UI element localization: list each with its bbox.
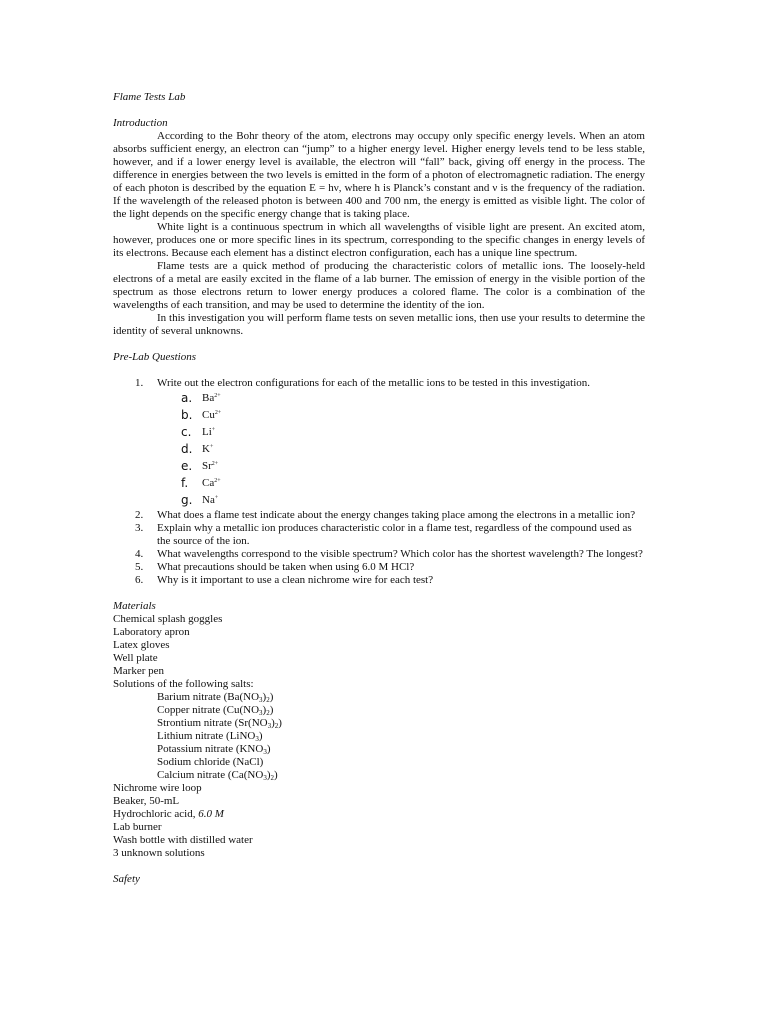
question-text: Why is it important to use a clean nichrome wire for each test?	[157, 574, 434, 586]
introduction-heading: Introduction	[113, 117, 168, 129]
hcl-label: Hydrochloric acid,	[113, 808, 199, 820]
question-item	[113, 548, 645, 561]
material-item: Lab burner	[113, 821, 162, 833]
ion-letter: f.	[181, 476, 189, 490]
ion-letter: e.	[181, 459, 193, 473]
ion-charge: +	[209, 444, 214, 450]
question-item	[113, 509, 645, 522]
salt-subscript: 2	[274, 722, 279, 730]
salt-name: Strontium nitrate (Sr(NO	[157, 717, 268, 729]
question-text: What precautions should be taken when using 6.0 M HCl?	[157, 561, 415, 573]
material-item: Wash bottle with distilled water	[113, 834, 253, 846]
material-item: Chemical splash goggles	[113, 613, 223, 625]
question-number: 2.	[135, 509, 144, 521]
materials-heading: Materials	[113, 600, 156, 612]
salt-paren: )	[262, 704, 267, 716]
ion-charge: +	[214, 495, 219, 501]
salt-paren: )	[262, 691, 267, 703]
salt-item	[113, 756, 645, 769]
salt-subscript: 3	[255, 735, 259, 743]
ion-charge: 2+	[214, 393, 221, 399]
document-body	[113, 91, 645, 886]
salt-subscript: 3	[259, 696, 263, 704]
salt-paren: )	[266, 769, 271, 781]
ion-symbol: Li	[202, 426, 212, 438]
salt-item	[113, 769, 645, 782]
question-text: What does a flame test indicate about the energy changes taking place among the electrons in a metallic ion?	[157, 509, 636, 521]
salt-name: Lithium nitrate (LiNO	[157, 730, 256, 742]
salt-item	[113, 704, 645, 717]
ion-item	[113, 407, 645, 424]
ion-charge: 2+	[211, 461, 219, 467]
question-item	[113, 574, 645, 587]
salt-subscript: 2	[266, 696, 270, 704]
ion-letter: d.	[181, 442, 193, 456]
ion-charge: +	[211, 427, 216, 433]
salt-name: Copper nitrate (Cu(NO	[157, 704, 260, 716]
intro-paragraph-1: According to the Bohr theory of the atom, electrons may occupy only specific energy levels. When an atom absorbs sufficient energy, an electron can “jump” to a higher energy level. Higher energy levels tend to be less stable, however, and if a lower energy level is available, the electron will “fall” back, giving off energy in the process. The difference in energies between the two levels is emitted in the form of a photon of electromagnetic radiation. The energy of each photon is described by the equation E = hν, where h is Planck’s constant and ν is the frequency of the radiation. If the wavelength of the released photon is between 400 and 700 nm, the energy is emitted as visible light. The color of the light depends on the specific energy change that is taking place.	[113, 130, 645, 220]
material-item: 3 unknown solutions	[113, 847, 205, 859]
ion-item	[113, 390, 645, 407]
salt-subscript: 3	[267, 722, 272, 730]
salt-subscript: 2	[270, 774, 274, 782]
ion-item	[113, 492, 645, 509]
salt-item	[113, 730, 645, 743]
salt-close: )	[273, 769, 278, 781]
ion-symbol: Ca	[202, 477, 215, 489]
question-text: What wavelengths correspond to the visible spectrum? Which color has the shortest wavelength? The longest?	[157, 548, 643, 560]
material-item: Solutions of the following salts:	[113, 678, 254, 690]
intro-paragraph-2: White light is a continuous spectrum in which all wavelengths of visible light are present. An excited atom, however, produces one or more specific lines in its spectrum, corresponding to the specific changes in energy levels of its electrons. Because each element has a distinct electron configuration, each has a unique line spectrum.	[113, 221, 645, 259]
salt-name: Barium nitrate (Ba(NO	[157, 691, 260, 703]
ion-charge: 2+	[214, 478, 221, 484]
ion-item	[113, 458, 645, 475]
question-text: Explain why a metallic ion produces characteristic color in a flame test, regardless of the compound used as the source of the ion.	[157, 522, 632, 547]
salt-paren: )	[266, 743, 271, 755]
material-item: Beaker, 50-mL	[113, 795, 180, 807]
ion-symbol: Na	[202, 494, 215, 506]
salt-subscript: 3	[263, 748, 267, 756]
prelab-questions-continued	[113, 509, 645, 587]
material-item: Nichrome wire loop	[113, 782, 202, 794]
ion-symbol: Sr	[202, 460, 212, 472]
document-title: Flame Tests Lab	[113, 91, 186, 103]
ion-letter: b.	[181, 408, 193, 422]
salt-close: )	[278, 717, 282, 729]
salt-subscript: 2	[266, 709, 270, 717]
intro-paragraph-4: In this investigation you will perform flame tests on seven metallic ions, then use your results to determine the identity of several unknowns.	[113, 312, 645, 337]
question-item	[113, 377, 645, 390]
intro-paragraph-3: Flame tests are a quick method of producing the characteristic colors of metallic ions. The loosely-held electrons of a metal are easily excited in the flame of a lab burner. The emission of energy in the visible portion of the spectrum as those electrons return to lower energy produces a colored flame. The color is a combination of the wavelengths of each transition, and may be used to determine the identity of the ion.	[113, 260, 645, 311]
ion-item	[113, 424, 645, 441]
question-text: Write out the electron configurations for each of the metallic ions to be tested in this investigation.	[157, 377, 591, 389]
salt-subscript: 3	[263, 774, 267, 782]
salt-item	[113, 691, 645, 704]
salt-name: Sodium chloride (NaCl)	[157, 756, 264, 768]
ion-symbol: Ba	[202, 392, 215, 404]
salt-close: )	[269, 704, 274, 716]
hcl-concentration: 6.0 M	[198, 808, 224, 820]
ion-item	[113, 441, 645, 458]
question-number: 1.	[135, 377, 144, 389]
material-item	[113, 808, 645, 821]
material-item: Well plate	[113, 652, 158, 664]
ion-charge: 2+	[214, 410, 222, 416]
question-number: 3.	[135, 522, 144, 534]
salt-item	[113, 743, 645, 756]
question-item	[113, 522, 645, 548]
question-item	[113, 561, 645, 574]
material-item: Latex gloves	[113, 639, 170, 651]
salt-item	[113, 717, 645, 730]
salt-paren: )	[258, 730, 263, 742]
material-item: Marker pen	[113, 665, 165, 677]
material-item: Laboratory apron	[113, 626, 190, 638]
ion-symbol: Cu	[202, 409, 215, 421]
salt-name: Potassium nitrate (KNO	[157, 743, 264, 755]
safety-heading: Safety	[113, 873, 140, 885]
ion-symbol: K	[202, 443, 210, 455]
prelab-heading: Pre-Lab Questions	[113, 351, 197, 363]
question-number: 4.	[135, 548, 144, 560]
salt-subscript: 3	[259, 709, 263, 717]
ion-item	[113, 475, 645, 492]
ion-letter: a.	[181, 391, 193, 405]
salt-close: )	[269, 691, 274, 703]
salt-name: Calcium nitrate (Ca(NO	[157, 769, 264, 781]
question-number: 5.	[135, 561, 144, 573]
ion-letter: g.	[181, 493, 193, 507]
salt-paren: )	[271, 717, 275, 729]
question-number: 6.	[135, 574, 144, 586]
ion-letter: c.	[181, 425, 192, 439]
prelab-questions	[113, 377, 645, 390]
ion-list	[113, 390, 645, 509]
